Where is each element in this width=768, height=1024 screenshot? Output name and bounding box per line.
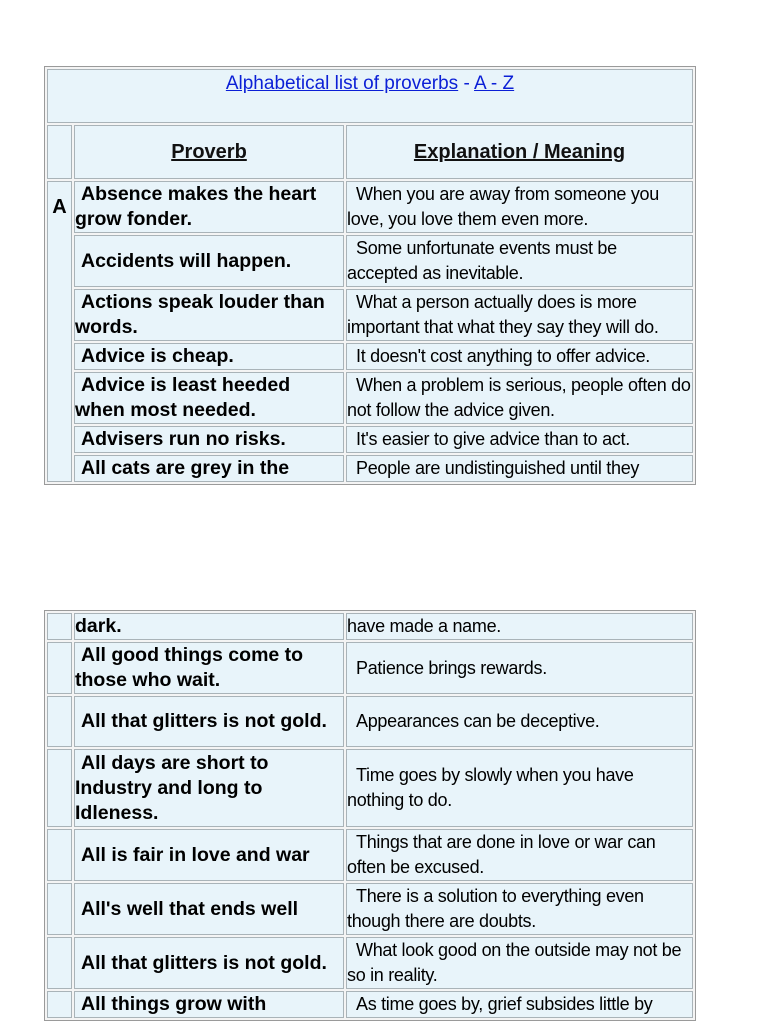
table-row xyxy=(47,289,693,341)
meaning-cell: When you are away from someone you love, you love them even more. xyxy=(346,181,693,233)
meaning-cell: Time goes by slowly when you have nothing to do. xyxy=(346,749,693,827)
letter-cell xyxy=(47,991,72,1018)
meaning-cell: Appearances can be deceptive. xyxy=(346,696,693,747)
meaning-cell: It's easier to give advice than to act. xyxy=(346,426,693,453)
table-row xyxy=(47,883,693,935)
table-row xyxy=(47,372,693,424)
proverb-cell: Accidents will happen. xyxy=(74,235,344,287)
table-row xyxy=(47,937,693,989)
letter-cell xyxy=(47,829,72,881)
letter-cell xyxy=(47,883,72,935)
letter-cell xyxy=(47,642,72,694)
letter-cell xyxy=(47,937,72,989)
title-row xyxy=(47,69,693,123)
meaning-cell: What a person actually does is more important that what they say they will do. xyxy=(346,289,693,341)
proverb-cell: Advice is cheap. xyxy=(74,343,344,370)
header-row xyxy=(47,125,693,179)
table-row xyxy=(47,642,693,694)
table-row xyxy=(47,991,693,1018)
meaning-cell: Patience brings rewards. xyxy=(346,642,693,694)
proverb-cell: dark. xyxy=(74,613,344,640)
proverbs-table-top xyxy=(44,66,696,485)
proverbs-table-continued xyxy=(44,610,696,1021)
meaning-cell: There is a solution to everything even though there are doubts. xyxy=(346,883,693,935)
proverb-cell: All's well that ends well xyxy=(74,883,344,935)
letter-cell xyxy=(47,696,72,747)
proverbs-list-link[interactable]: Alphabetical list of proverbs xyxy=(225,73,459,94)
table-row xyxy=(47,455,693,482)
letter-cell xyxy=(47,749,72,827)
table-row xyxy=(47,696,693,747)
proverb-cell: Advisers run no risks. xyxy=(74,426,344,453)
proverb-cell: All that glitters is not gold. xyxy=(74,937,344,989)
proverb-cell: All things grow with xyxy=(74,991,344,1018)
header-letter-cell xyxy=(47,125,72,179)
proverb-cell: Actions speak louder than words. xyxy=(74,289,344,341)
meaning-cell: What look good on the outside may not be so in reality. xyxy=(346,937,693,989)
proverb-cell: Absence makes the heart grow fonder. xyxy=(74,181,344,233)
table-row xyxy=(47,613,693,640)
proverb-cell: All that glitters is not gold. xyxy=(74,696,344,747)
meaning-cell: As time goes by, grief subsides little by xyxy=(346,991,693,1018)
table-row xyxy=(47,426,693,453)
meaning-header: Explanation / Meaning xyxy=(346,125,693,179)
proverb-cell: Advice is least heeded when most needed. xyxy=(74,372,344,424)
meaning-cell: Some unfortunate events must be accepted as inevitable. xyxy=(346,235,693,287)
table-row xyxy=(47,235,693,287)
proverb-cell: All is fair in love and war xyxy=(74,829,344,881)
letter-cell xyxy=(47,613,72,640)
meaning-cell: Things that are done in love or war can often be excused. xyxy=(346,829,693,881)
meaning-cell: When a problem is serious, people often do not follow the advice given. xyxy=(346,372,693,424)
section-letter: A xyxy=(47,181,72,482)
table-row xyxy=(47,829,693,881)
table-row xyxy=(47,343,693,370)
proverb-cell: All cats are grey in the xyxy=(74,455,344,482)
table-row xyxy=(47,749,693,827)
table-row xyxy=(47,181,693,233)
proverb-cell: All good things come to those who wait. xyxy=(74,642,344,694)
meaning-cell: have made a name. xyxy=(346,613,693,640)
title-separator: - xyxy=(463,73,470,94)
meaning-cell: It doesn't cost anything to offer advice. xyxy=(346,343,693,370)
meaning-cell: People are undistinguished until they xyxy=(346,455,693,482)
a-z-link[interactable]: A - Z xyxy=(474,73,515,94)
proverb-header: Proverb xyxy=(74,125,344,179)
title-cell xyxy=(47,69,693,123)
proverb-cell: All days are short to Industry and long to Idleness. xyxy=(74,749,344,827)
